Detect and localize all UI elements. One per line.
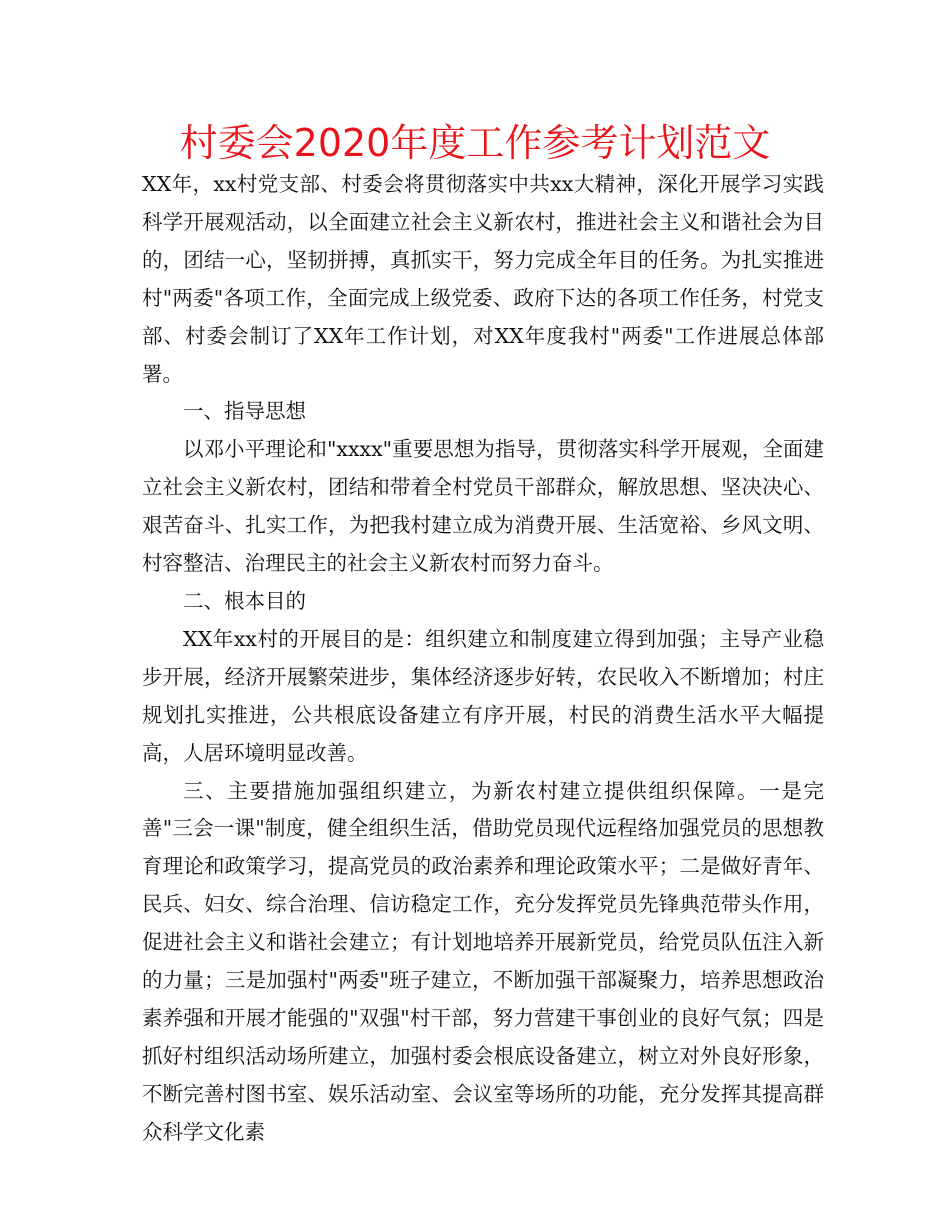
section-heading-guiding-ideology: 一、指导思想 <box>183 399 306 424</box>
intro-paragraph: XX年，xx村党支部、村委会将贯彻落实中共xx大精神，深化开展学习实践科学开展观活动，以全面建立社会主义新农村，推进社会主义和谐社会为目的，团结一心，坚韧拼搏，真抓实干，努力完成全年目的任务。为扎实推进村"两委"各项工作，全面完成上级党委、政府下达的各项工作任务，村党支部、村委会制订了XX年工作计划，对XX年度我村"两委"工作进展总体部署。 <box>142 172 824 386</box>
document-title: 村委会2020年度工作参考计划范文 <box>179 121 771 165</box>
basic-goals-paragraph: XX年xx村的开展目的是：组织建立和制度建立得到加强；主导产业稳步开展，经济开展繁荣进步，集体经济逐步好转，农民收入不断增加；村庄规划扎实推进，公共根底设备建立有序开展，村民的消费生活水平大幅提高，人居环境明显改善。 <box>142 626 824 765</box>
main-measures-paragraph: 三、主要措施加强组织建立，为新农村建立提供组织保障。一是完善"三会一课"制度，健全组织生活，借助党员现代远程络加强党员的思想教育理论和政策学习，提高党员的政治素养和理论政策水平；二是做好青年、民兵、妇女、综合治理、信访稳定工作，充分发挥党员先锋典范带头作用，促进社会主义和谐社会建立；有计划地培养开展新党员，给党员队伍注入新的力量；三是加强村"两委"班子建立，不断加强干部凝聚力，培养思想政治素养强和开展才能强的"双强"村干部，努力营建干事创业的良好气氛；四是抓好村组织活动场所建立，加强村委会根底设备建立，树立对外良好形象，不断完善村图书室、娱乐活动室、会议室等场所的功能，充分发挥其提高群众科学文化素 <box>142 778 824 1144</box>
section-heading-basic-goals: 二、根本目的 <box>183 588 306 613</box>
guiding-ideology-paragraph: 以邓小平理论和"xxxx"重要思想为指导，贯彻落实科学开展观，全面建立社会主义新农村，团结和带着全村党员干部群众，解放思想、坚决决心、艰苦奋斗、扎实工作，为把我村建立成为消费开展、生活宽裕、乡风文明、村容整洁、治理民主的社会主义新农村而努力奋斗。 <box>142 437 824 576</box>
document-body <box>142 166 824 1152</box>
